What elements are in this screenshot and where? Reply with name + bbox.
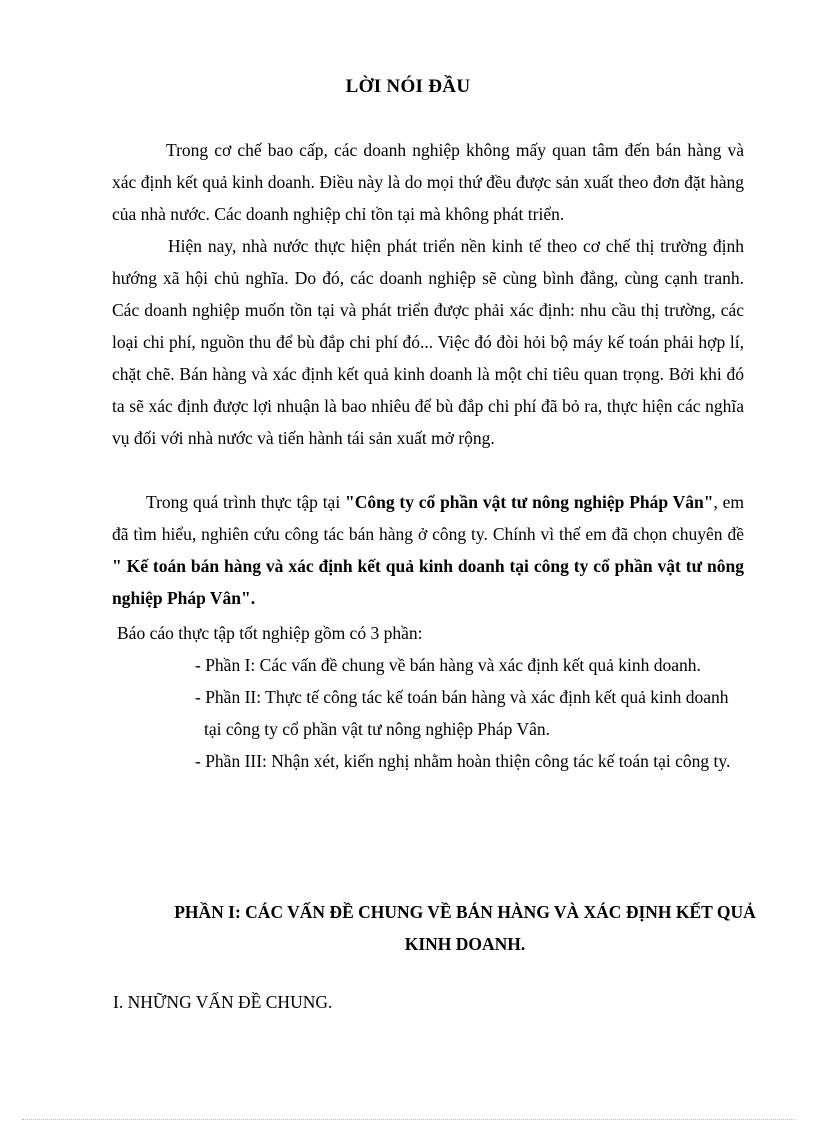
part-heading: PHẦN I: CÁC VẤN ĐỀ CHUNG VỀ BÁN HÀNG VÀ XÁC ĐỊNH KẾT QUẢ KINH DOANH.: [174, 902, 756, 954]
intro-paragraph-2: Hiện nay, nhà nước thực hiện phát triển nền kinh tế theo cơ chế thị trường định hướng xã hội chủ nghĩa. Do đó, các doanh nghiệp sẽ cùng bình đẳng, cùng cạnh tranh. Các doanh nghiệp muốn tồn tại và phát triển được phải xác định: nhu cầu thị trường, các loại chi phí, nguồn thu để bù đắp chi phí đó... Việc đó đòi hỏi bộ máy kế toán phải hợp lí, chặt chẽ. Bán hàng và xác định kết quả kinh doanh là một chỉ tiêu quan trọng. Bởi khi đó ta sẽ xác định được lợi nhuận là bao nhiêu để bù đắp chi phí đã bỏ ra, thực hiện các nghĩa vụ đối với nhà nước và tiến hành tái sản xuất mở rộng.: [112, 236, 744, 448]
list-item-part-2: - Phần II: Thực tế công tác kế toán bán hàng và xác định kết quả kinh doanh tại công ty cổ phần vật tư nông nghiệp Pháp Vân.: [195, 687, 729, 739]
list-item-part-1: - Phần I: Các vấn đề chung về bán hàng và xác định kết quả kinh doanh.: [195, 655, 701, 675]
internship-text-middle: , em đã tìm hiểu, nghiên cứu công tác bán hàng ở công ty. Chính vì thế em đã chọn chuyên đề: [112, 492, 744, 544]
internship-paragraph: [112, 486, 744, 614]
list-item-part-3: - Phần III: Nhận xét, kiến nghị nhằm hoàn thiện công tác kế toán tại công ty.: [195, 751, 731, 771]
internship-text-start: Trong quá trình thực tập tại: [146, 492, 345, 512]
intro-paragraph-1: Trong cơ chế bao cấp, các doanh nghiệp không mấy quan tâm đến bán hàng và xác định kết quả kinh doanh. Điều này là do mọi thứ đều được sản xuất theo đơn đặt hàng của nhà nước. Các doanh nghiệp chỉ tồn tại mà không phát triển.: [112, 140, 744, 224]
topic-title: " Kế toán bán hàng và xác định kết quả kinh doanh tại công ty cổ phần vật tư nông nghiệp Pháp Vân".: [112, 556, 744, 608]
report-intro: Báo cáo thực tập tốt nghiệp gồm có 3 phần:: [117, 623, 423, 643]
page-bottom-divider: [22, 1119, 794, 1120]
page-title: LỜI NÓI ĐẦU: [345, 76, 471, 97]
section-heading: I. NHỮNG VẤN ĐỀ CHUNG.: [113, 992, 333, 1012]
company-name: "Công ty cổ phần vật tư nông nghiệp Pháp Vân": [345, 492, 714, 512]
parts-list: [195, 649, 735, 777]
